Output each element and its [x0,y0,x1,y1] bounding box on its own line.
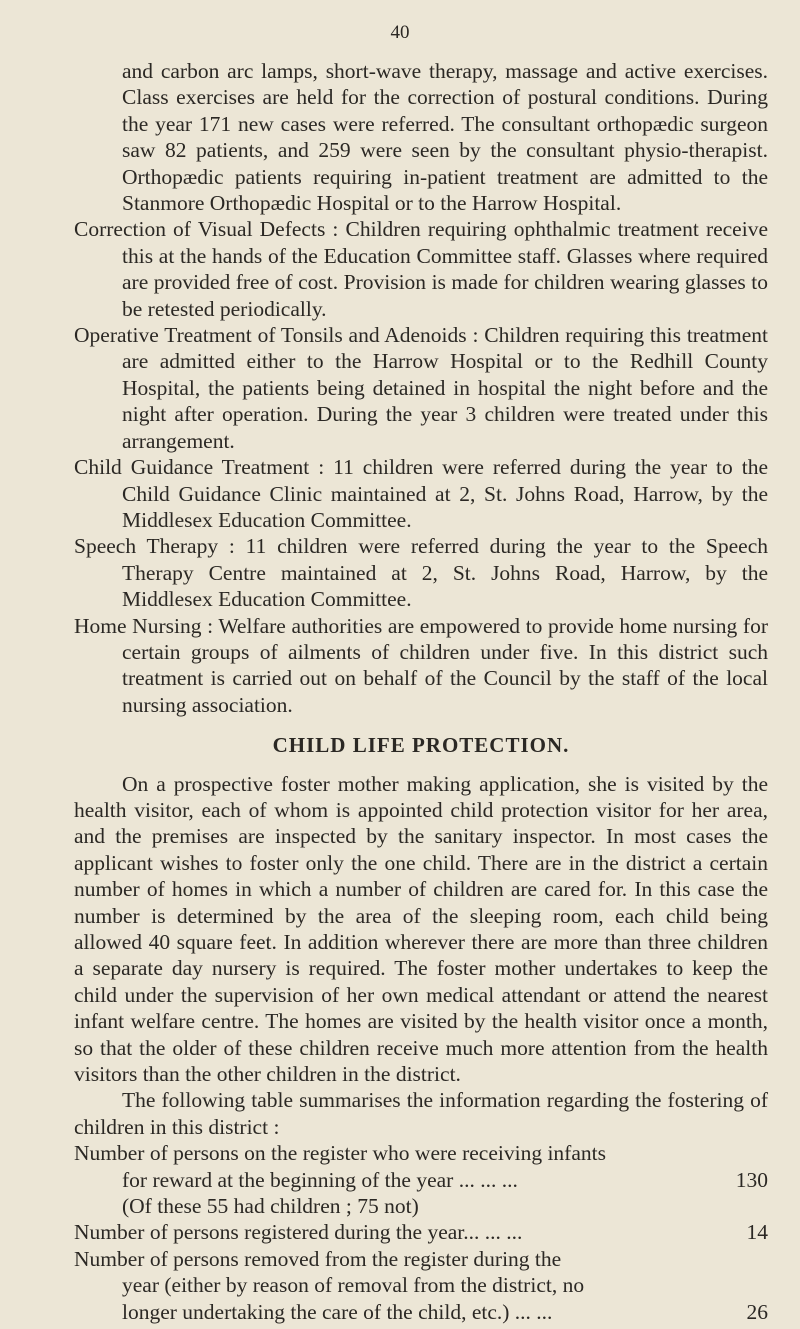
section-speech-therapy: Speech Therapy : 11 children were referred during the year to the Speech Therapy Centre maintained at 2, St. Johns Road, Harrow, by the Middlesex Education Committee. [74,534,768,612]
intro-paragraph: and carbon arc lamps, short-wave therapy, massage and active exercises. Class exercises are held for the correction of postural conditions. During the year 171 new cases were referred. The consultant orthopædic surgeon saw 82 patients, and 259 were seen by the consultant physio-therapist. Orthopædic patients requiring in-patient treatment are admitted to the Stanmore Orthopædic Hospital or to the Harrow Hospital. [122,59,768,216]
table-row [74,1219,768,1245]
table-row-value: 26 [746,1299,768,1324]
section-heading: CHILD LIFE PROTECTION. [272,733,570,758]
table-row-label: longer undertaking the care of the child, etc.) ... ... [122,1299,553,1324]
table-row [74,1140,768,1219]
table-row [74,1246,768,1325]
section-child-guidance: Child Guidance Treatment : 11 children were referred during the year to the Child Guidance Clinic maintained at 2, St. Johns Road, Harrow, by the Middlesex Education Committee. [74,455,768,532]
table-row-line [74,1167,768,1193]
table-row-label: Number of persons on the register who were receiving infants [74,1141,606,1166]
table-row-value: 130 [735,1167,768,1192]
page-number: 40 [390,22,410,43]
body-paragraph-2: The following table summarises the information regarding the fostering of children in this district : [74,1088,768,1139]
fostering-table [74,1140,768,1325]
body-paragraph-1: On a prospective foster mother making application, she is visited by the health visitor, each of whom is appointed child protection visitor for her area, and the premises are inspected by the sanitary inspector. In most cases the applicant wishes to foster only the one child. There are in the district a certain number of homes in which a number of children are cared for. In this case the number is determined by the area of the sleeping room, each child being allowed 40 square feet. In addition wherever there are more than three children a separate day nursery is required. The foster mother undertakes to keep the child under the supervision of her own medical attendant or attend the nearest infant welfare centre. The homes are visited by the health visitor once a month, so that the older of these children receive much more attention from the health visitors than the other children in the district. [74,771,768,1087]
table-row-line [74,1299,768,1325]
section-home-nursing: Home Nursing : Welfare authorities are empowered to provide home nursing for certain groups of ailments of children under five. In this district such treatment is carried out on behalf of the Council by the staff of the local nursing association. [74,613,768,717]
table-row-label: year (either by reason of removal from the district, no [122,1273,585,1298]
table-row-note: (Of these 55 had children ; 75 not) [122,1194,419,1219]
table-row-label: Number of persons removed from the register during the [74,1246,562,1271]
table-row-label: for reward at the beginning of the year ... ... ... [122,1167,518,1192]
section-visual-defects: Correction of Visual Defects : Children requiring ophthalmic treatment receive this at the hands of the Education Committee staff. Glasses where required are provided free of cost. Provision is made for children wearing glasses to be retested periodically. [74,217,768,321]
page-content [74,58,768,1325]
table-row-value: 14 [746,1220,768,1245]
table-row-label: Number of persons registered during the year... ... ... [74,1220,523,1245]
section-tonsils-adenoids: Operative Treatment of Tonsils and Adenoids : Children requiring this treatment are admitted either to the Harrow Hospital or to the Redhill County Hospital, the patients being detained in hospital the night before and the night after operation. During the year 3 children were treated under this arrangement. [74,323,768,453]
